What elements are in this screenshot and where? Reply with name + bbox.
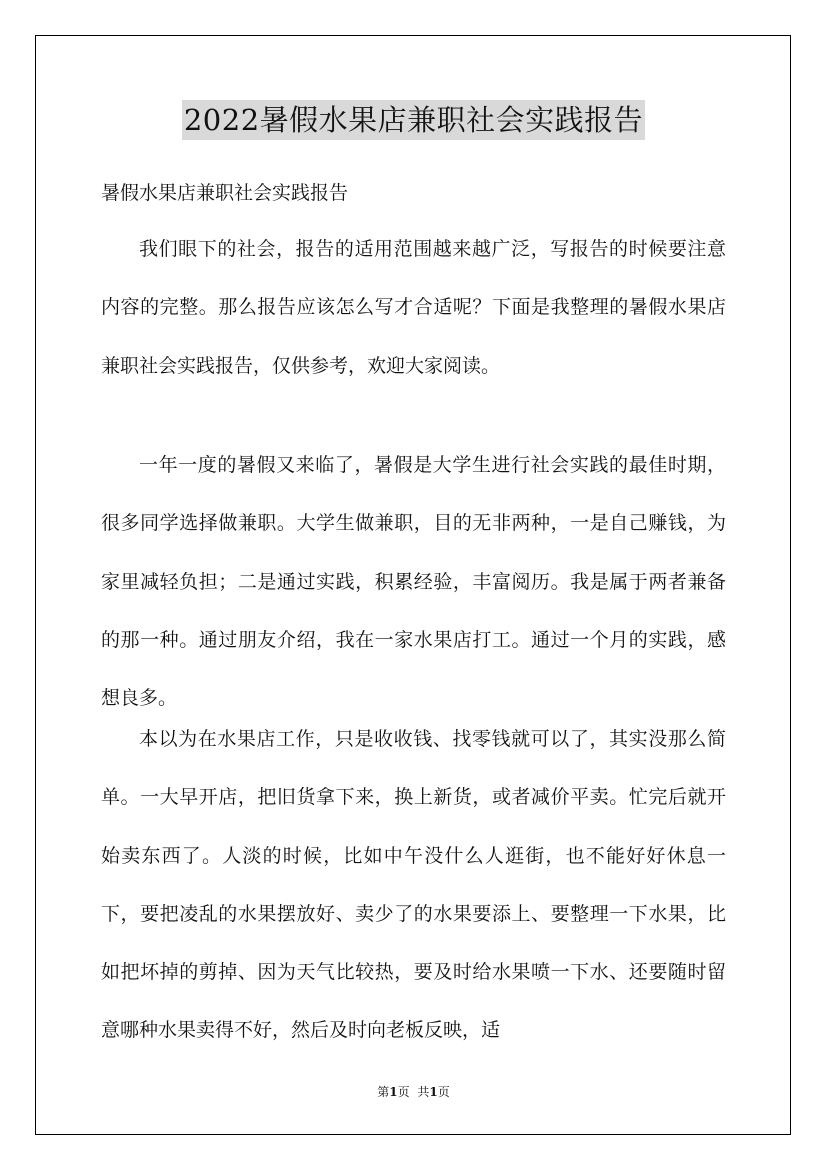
title-container xyxy=(0,100,827,140)
paragraph-body-1: 一年一度的暑假又来临了，暑假是大学生进行社会实践的最佳时期，很多同学选择做兼职。大学生做兼职，目的无非两种，一是自己赚钱，为家里减轻负担；二是通过实践，积累经验，丰富阅历。我是属于两者兼备的那一种。通过朋友介绍，我在一家水果店打工。通过一个月的实践，感想良多。 xyxy=(101,454,726,710)
page-label-prefix: 第 xyxy=(377,1085,390,1099)
paragraph-body-2: 本以为在水果店工作，只是收收钱、找零钱就可以了，其实没那么简单。一大早开店，把旧货拿下来，换上新货，或者减价平卖。忙完后就开始卖东西了。人淡的时候，比如中午没什么人逛街，也不能好好休息一下，要把凌乱的水果摆放好、卖少了的水果要添上、要整理一下水果，比如把坏掉的剪掉、因为天气比较热，要及时给水果喷一下水、还要随时留意哪种水果卖得不好，然后及时向老板反映，适 xyxy=(101,728,726,1042)
page-number: 1 xyxy=(389,1085,398,1099)
page-footer xyxy=(0,1083,827,1101)
page-label-suffix: 页 xyxy=(397,1085,410,1099)
total-pages: 1 xyxy=(429,1085,438,1099)
document-title: 2022暑假水果店兼职社会实践报告 xyxy=(182,100,645,140)
total-label-suffix: 页 xyxy=(437,1085,450,1099)
total-label-prefix: 共 xyxy=(417,1085,430,1099)
paragraph-intro: 我们眼下的社会，报告的适用范围越来越广泛，写报告的时候要注意内容的完整。那么报告应该怎么写才合适呢？下面是我整理的暑假水果店兼职社会实践报告，仅供参考，欢迎大家阅读。 xyxy=(101,238,726,377)
document-subtitle: 暑假水果店兼职社会实践报告 xyxy=(101,182,349,204)
